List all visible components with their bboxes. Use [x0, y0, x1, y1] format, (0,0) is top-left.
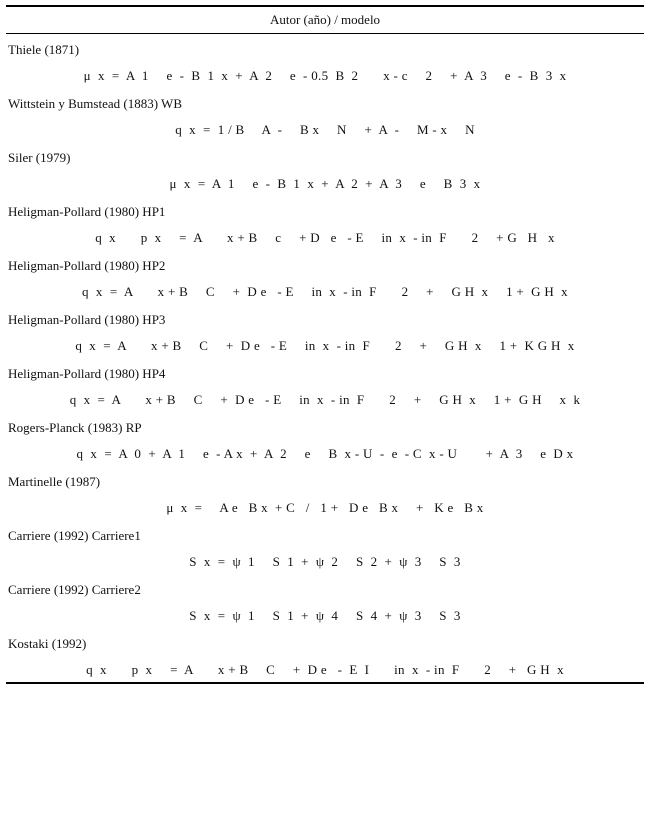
model-formula: μ x = A e B x + C / 1 + D e B x + K e B x — [166, 500, 484, 515]
models-table — [6, 5, 644, 684]
model-author: Wittstein y Bumstead (1883) WB — [8, 96, 182, 111]
model-row — [6, 142, 644, 196]
model-formula: q x = A x + B C + D e - E in x - in F 2 + G H x 1 + G H x — [82, 284, 568, 299]
model-row — [6, 520, 644, 574]
model-row — [6, 250, 644, 304]
model-row — [6, 88, 644, 142]
model-author: Heligman-Pollard (1980) HP1 — [8, 204, 166, 219]
model-author: Heligman-Pollard (1980) HP3 — [8, 312, 166, 327]
model-row — [6, 304, 644, 358]
model-formula: q x p x = A x + B c + D e - E in x - in F 2 + G H x — [95, 230, 555, 245]
model-formula: q x p x = A x + B C + D e - E I in x - in F 2 + G H x — [86, 662, 564, 677]
model-author: Kostaki (1992) — [8, 636, 87, 651]
model-formula: q x = A x + B C + D e - E in x - in F 2 + G H x 1 + K G H x — [75, 338, 575, 353]
model-author: Carriere (1992) Carriere2 — [8, 582, 141, 597]
model-row — [6, 466, 644, 520]
model-formula: q x = A x + B C + D e - E in x - in F 2 + G H x 1 + G H x k — [69, 392, 581, 407]
model-row — [6, 412, 644, 466]
model-author: Rogers-Planck (1983) RP — [8, 420, 142, 435]
model-formula: S x = ψ 1 S 1 + ψ 2 S 2 + ψ 3 S 3 — [189, 554, 461, 569]
model-row — [6, 574, 644, 628]
table-header: Autor (año) / modelo — [269, 12, 381, 27]
model-row — [6, 358, 644, 412]
model-formula: q x = 1 / B A - B x N + A - M - x N — [175, 122, 475, 137]
model-row — [6, 628, 644, 682]
model-formula: q x = A 0 + A 1 e - A x + A 2 e B x - U - e - C x - U + A 3 e D x — [76, 446, 574, 461]
model-row — [6, 196, 644, 250]
model-author: Siler (1979) — [8, 150, 71, 165]
model-author: Thiele (1871) — [8, 42, 80, 57]
model-formula: S x = ψ 1 S 1 + ψ 4 S 4 + ψ 3 S 3 — [189, 608, 461, 623]
model-author: Heligman-Pollard (1980) HP4 — [8, 366, 166, 381]
model-formula: μ x = A 1 e - B 1 x + A 2 e - 0.5 B 2 x - c 2 + A 3 e - B 3 x — [83, 68, 567, 83]
model-author: Heligman-Pollard (1980) HP2 — [8, 258, 166, 273]
model-author: Martinelle (1987) — [8, 474, 101, 489]
model-row — [6, 34, 644, 88]
model-formula: μ x = A 1 e - B 1 x + A 2 + A 3 e B 3 x — [169, 176, 481, 191]
bottom-rule — [6, 682, 644, 684]
model-author: Carriere (1992) Carriere1 — [8, 528, 141, 543]
